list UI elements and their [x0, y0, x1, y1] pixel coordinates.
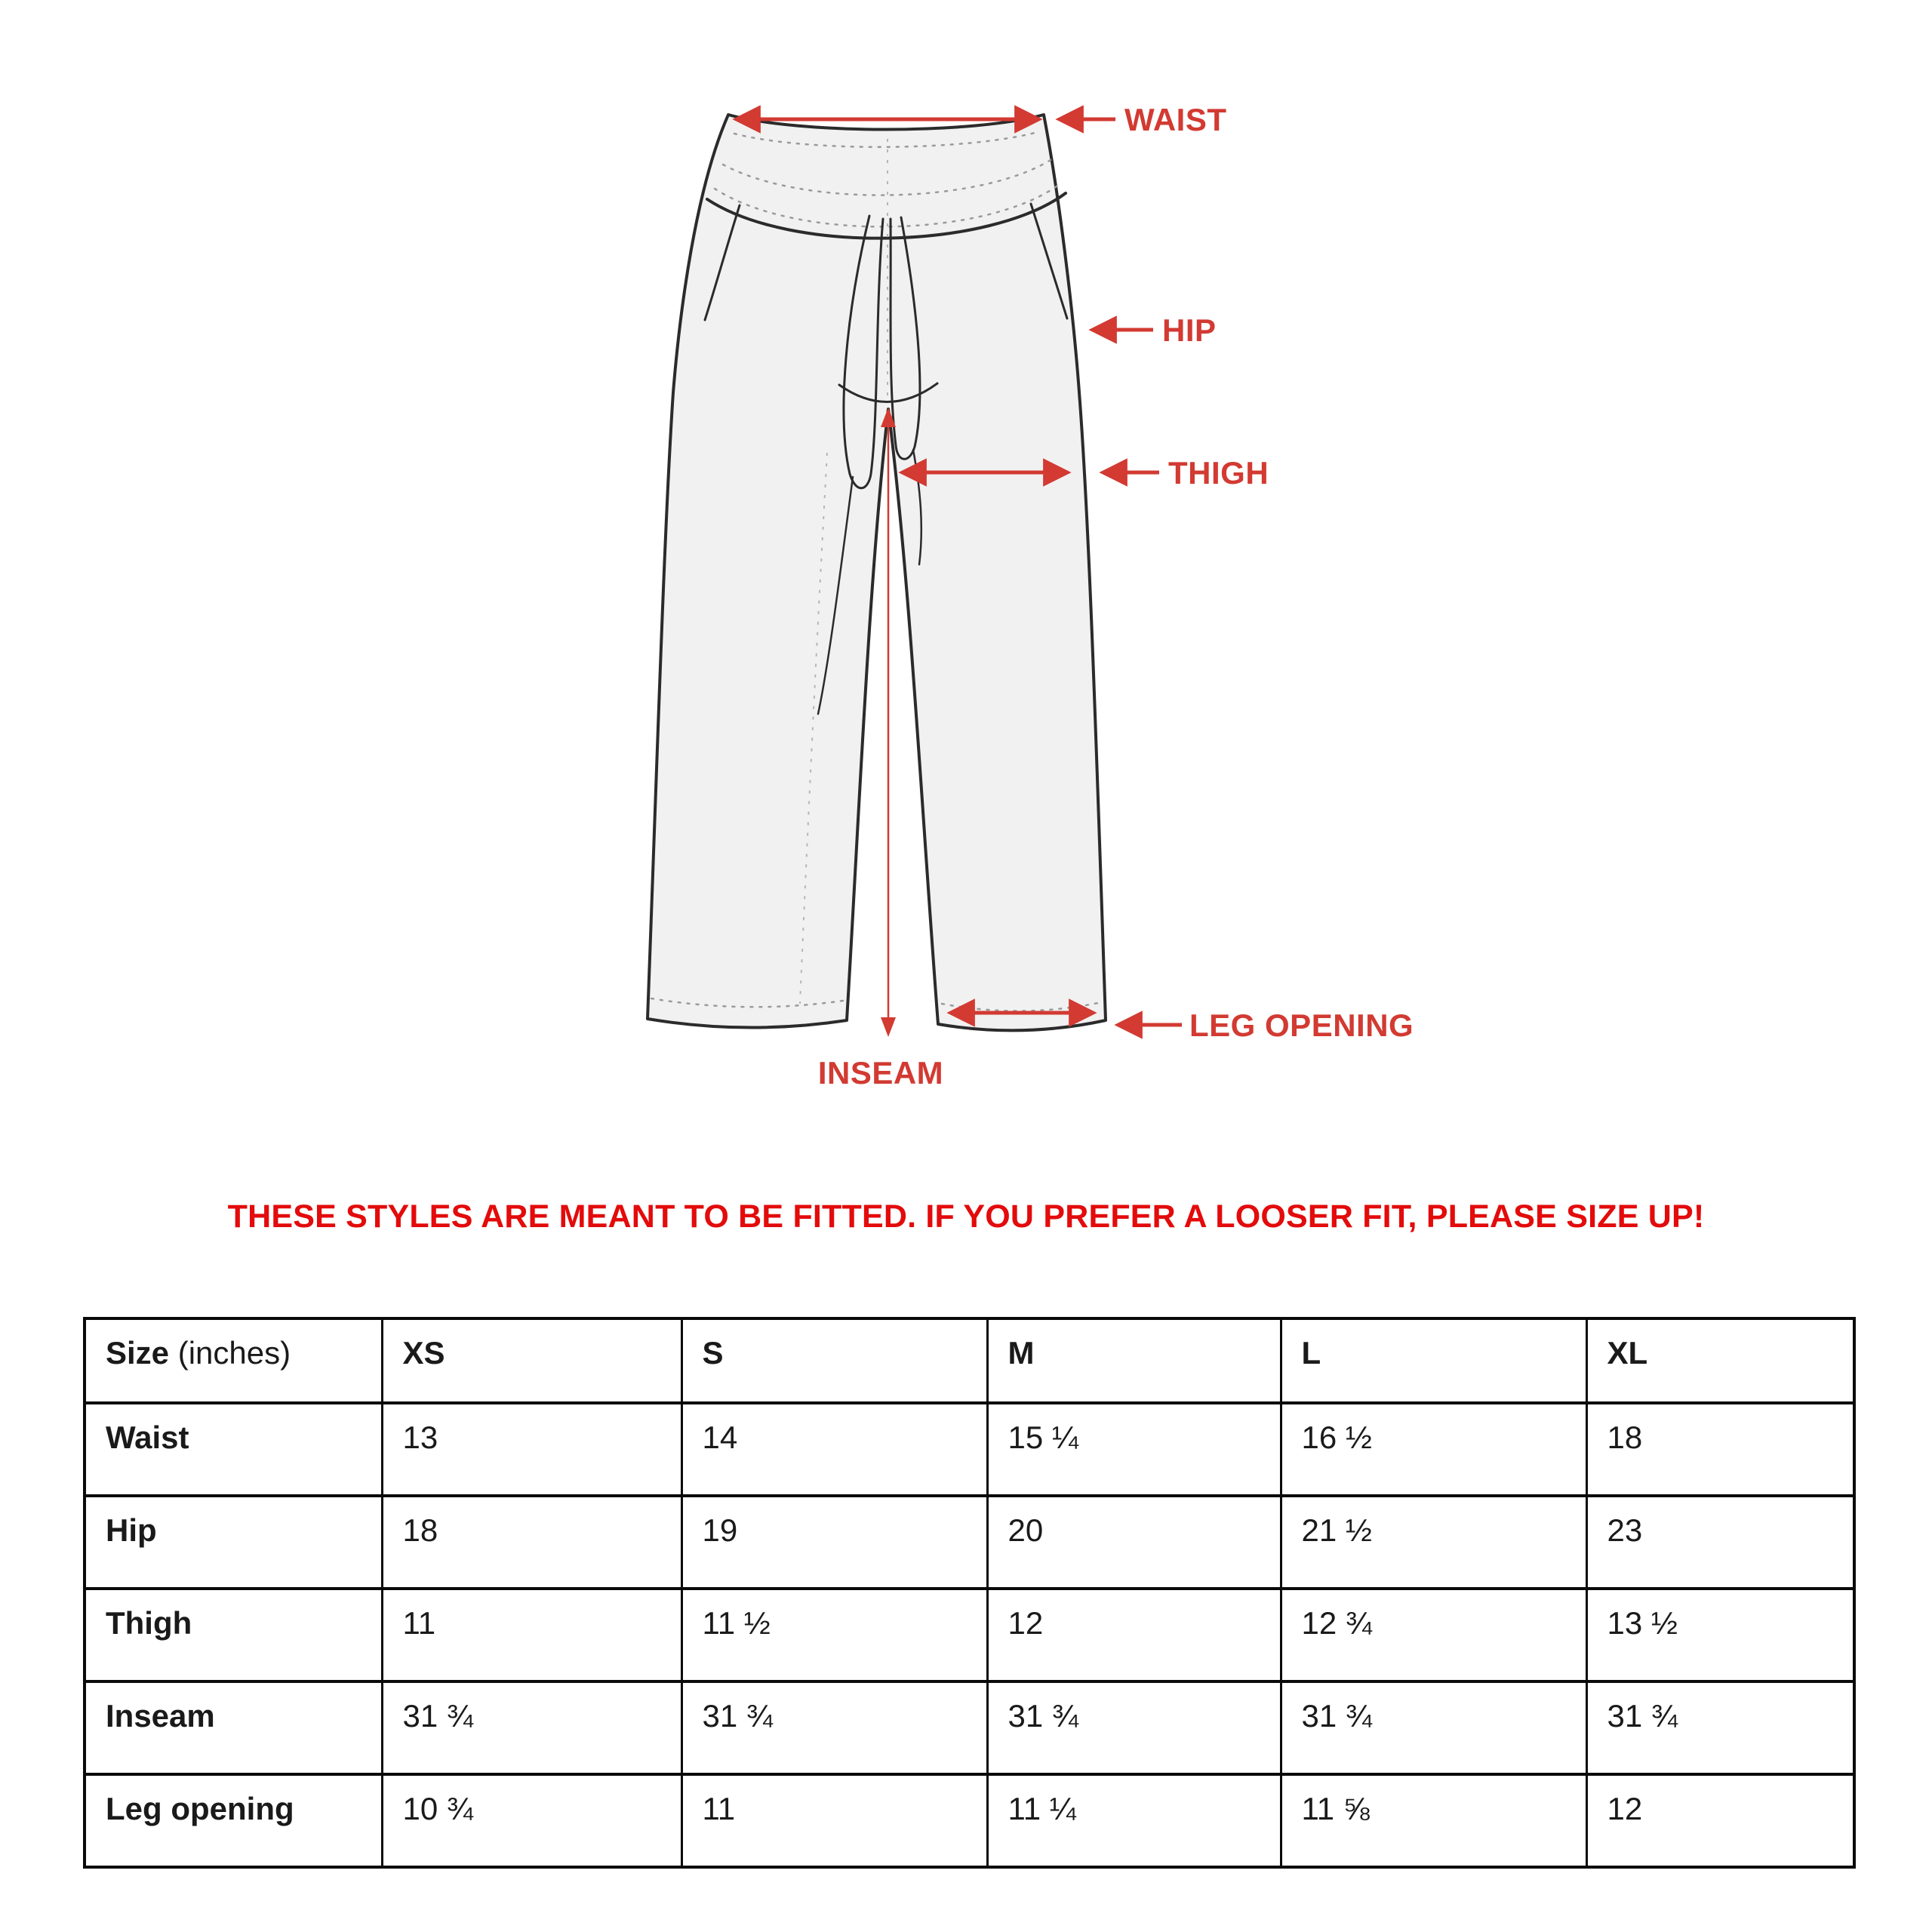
size-value-cell: 31 ¾	[1586, 1681, 1854, 1774]
thigh-label: THIGH	[1168, 455, 1269, 491]
inseam-label: INSEAM	[817, 1055, 944, 1091]
size-value-cell: 15 ¼	[987, 1403, 1281, 1496]
size-value-cell: 12	[1586, 1774, 1854, 1867]
hip-label: HIP	[1162, 312, 1217, 348]
table-row	[85, 1589, 1854, 1681]
inseam-arrowhead-bottom	[881, 1017, 896, 1037]
waist-label: WAIST	[1124, 102, 1227, 137]
table-row	[85, 1403, 1854, 1496]
size-column-header: XL	[1586, 1318, 1854, 1403]
size-value-cell: 13 ½	[1586, 1589, 1854, 1681]
size-column-header: S	[681, 1318, 987, 1403]
size-value-cell: 11 ⅝	[1281, 1774, 1586, 1867]
size-value-cell: 11 ½	[681, 1589, 987, 1681]
measurement-row-label: Thigh	[85, 1589, 382, 1681]
size-value-cell: 21 ½	[1281, 1496, 1586, 1589]
unit-label: (inches)	[177, 1335, 291, 1371]
size-value-cell: 10 ¾	[382, 1774, 681, 1867]
size-value-cell: 12 ¾	[1281, 1589, 1586, 1681]
size-value-cell: 11 ¼	[987, 1774, 1281, 1867]
size-value-cell: 14	[681, 1403, 987, 1496]
size-column-header: XS	[382, 1318, 681, 1403]
table-row	[85, 1774, 1854, 1867]
size-value-cell: 19	[681, 1496, 987, 1589]
table-row	[85, 1496, 1854, 1589]
leg-opening-label: LEG OPENING	[1189, 1008, 1414, 1043]
size-unit-header	[85, 1318, 382, 1403]
fit-notice: THESE STYLES ARE MEANT TO BE FITTED. IF YOU PREFER A LOOSER FIT, PLEASE SIZE UP!	[227, 1198, 1705, 1235]
measurement-row-label: Hip	[85, 1496, 382, 1589]
size-value-cell: 31 ¾	[382, 1681, 681, 1774]
size-column-header: M	[987, 1318, 1281, 1403]
size-chart-header-row	[85, 1318, 1854, 1403]
size-value-cell: 16 ½	[1281, 1403, 1586, 1496]
size-column-header: L	[1281, 1318, 1586, 1403]
measurement-row-label: Waist	[85, 1403, 382, 1496]
measurement-row-label: Leg opening	[85, 1774, 382, 1867]
size-value-cell: 18	[1586, 1403, 1854, 1496]
size-value-cell: 20	[987, 1496, 1281, 1589]
size-value-cell: 18	[382, 1496, 681, 1589]
size-value-cell: 31 ¾	[987, 1681, 1281, 1774]
size-value-cell: 11	[681, 1774, 987, 1867]
size-value-cell: 31 ¾	[681, 1681, 987, 1774]
size-value-cell: 11	[382, 1589, 681, 1681]
size-value-cell: 23	[1586, 1496, 1854, 1589]
size-value-cell: 12	[987, 1589, 1281, 1681]
size-value-cell: 31 ¾	[1281, 1681, 1586, 1774]
size-label: Size	[106, 1335, 170, 1371]
measurement-row-label: Inseam	[85, 1681, 382, 1774]
size-value-cell: 13	[382, 1403, 681, 1496]
pants-diagram-svg	[423, 60, 1434, 1117]
pants-measurement-diagram	[423, 60, 1434, 1117]
pants-outline-drawing	[648, 115, 1106, 1030]
table-row	[85, 1681, 1854, 1774]
size-chart-table	[83, 1317, 1856, 1869]
